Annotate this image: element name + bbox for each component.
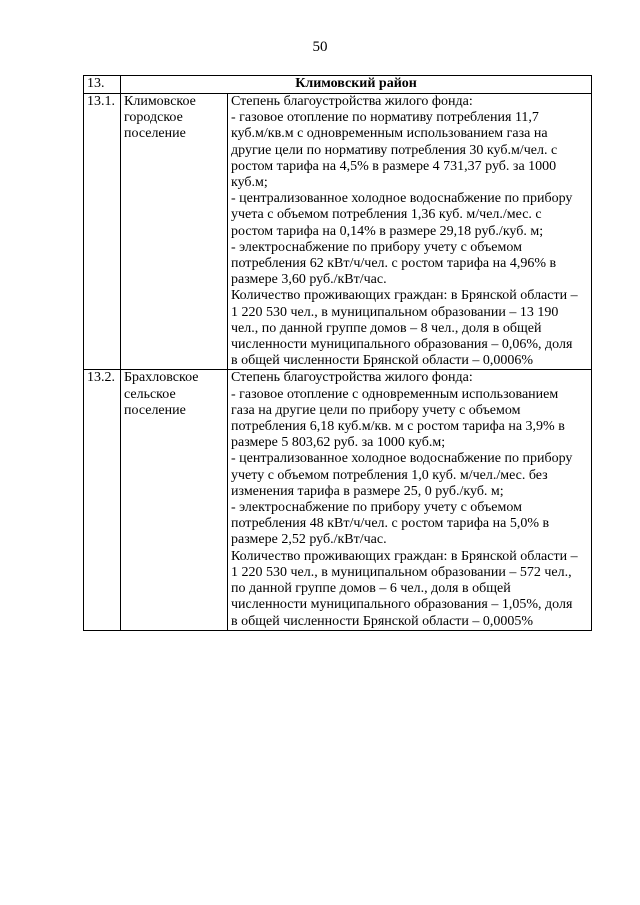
text-line: Количество проживающих граждан: в Брянской области – [231, 288, 578, 304]
table-row [84, 94, 592, 370]
text-line: поселение [124, 126, 186, 142]
housing-description [228, 94, 592, 370]
text-line: Степень благоустройства жилого фонда: [231, 94, 473, 109]
text-line: в общей численности Брянской области – 0,0005% [231, 613, 534, 629]
text-line: - централизованное холодное водоснабжение по прибору [231, 191, 573, 207]
text-line: - электроснабжение по прибору учету с объемом [231, 500, 522, 516]
text-line: Брахловское [124, 370, 199, 386]
section-header-row [84, 76, 592, 94]
settlement-name [121, 94, 228, 370]
table-row [84, 370, 592, 630]
text-line: куб.м/кв.м с одновременным использованием газа на [231, 126, 548, 142]
text-line: - централизованное холодное водоснабжение по прибору [231, 451, 573, 467]
text-line: - газовое отопление с одновременным использованием [231, 386, 559, 402]
district-table [83, 75, 592, 631]
section-title: Климовский район [121, 76, 592, 94]
text-line: сельское [124, 386, 176, 402]
text-line: учету с объемом потребления 1,0 куб. м/чел./мес. без [231, 467, 548, 483]
text-line: 1 220 530 чел., в муниципальном образовании – 572 чел., [231, 564, 572, 580]
text-line: численности муниципального образования – 0,06%, доля [231, 337, 573, 353]
text-line: Количество проживающих граждан: в Брянской области – [231, 548, 578, 564]
text-line: - газовое отопление по нормативу потребления 11,7 [231, 110, 539, 126]
text-line: газа на другие цели по прибору учету с объемом [231, 402, 521, 418]
row-number: 13.1. [84, 94, 121, 370]
settlement-name [121, 370, 228, 630]
text-line: Климовское [124, 94, 196, 109]
row-number: 13.2. [84, 370, 121, 630]
text-line: потребления 48 кВт/ч/чел. с ростом тарифа на 5,0% в [231, 516, 550, 532]
text-line: ростом тарифа на 0,14% в размере 29,18 руб./куб. м; [231, 223, 544, 239]
text-line: в общей численности Брянской области – 0,0006% [231, 353, 534, 369]
text-line: размере 3,60 руб./кВт/час. [231, 272, 387, 288]
text-line: потребления 6,18 куб.м/кв. м с ростом тарифа на 3,9% в [231, 419, 565, 435]
text-line: ростом тарифа на 4,5% в размере 4 731,37 руб. за 1000 [231, 158, 557, 174]
text-line: городское [124, 110, 183, 126]
text-line: размере 5 803,62 руб. за 1000 куб.м; [231, 435, 446, 451]
text-line: - электроснабжение по прибору учету с объемом [231, 239, 522, 255]
text-line: 1 220 530 чел., в муниципальном образовании – 13 190 [231, 304, 559, 320]
text-line: изменения тарифа в размере 25, 0 руб./куб. м; [231, 483, 504, 499]
text-line: куб.м; [231, 175, 268, 191]
text-line: размере 2,52 руб./кВт/час. [231, 532, 387, 548]
text-line: численности муниципального образования – 1,05%, доля [231, 597, 573, 613]
section-number: 13. [84, 76, 121, 94]
text-line: чел., по данной группе домов – 8 чел., доля в общей [231, 320, 542, 336]
text-line: Степень благоустройства жилого фонда: [231, 370, 473, 386]
text-line: другие цели по нормативу потребления 30 куб.м/чел. с [231, 142, 558, 158]
text-line: учета с объемом потребления 1,36 куб. м/чел./мес. с [231, 207, 542, 223]
text-line: потребления 62 кВт/ч/чел. с ростом тарифа на 4,96% в [231, 256, 557, 272]
text-line: поселение [124, 402, 186, 418]
housing-description [228, 370, 592, 630]
text-line: по данной группе домов – 6 чел., доля в общей [231, 581, 511, 597]
page-number: 50 [312, 39, 328, 55]
